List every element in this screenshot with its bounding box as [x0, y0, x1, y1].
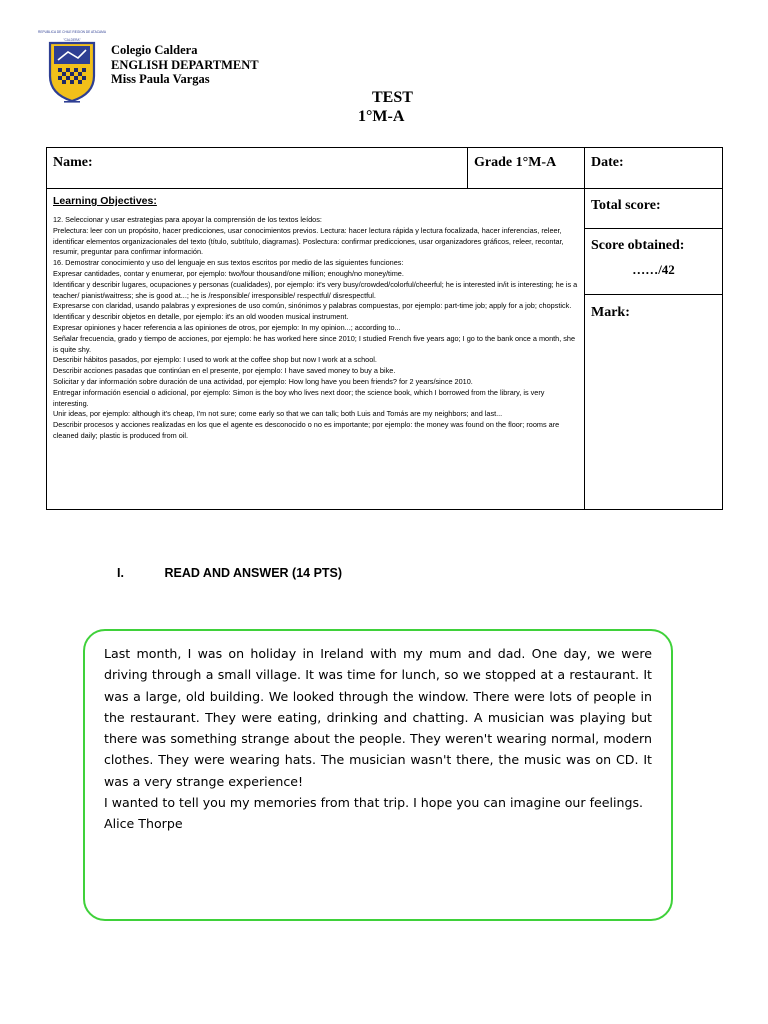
school-logo	[38, 28, 106, 104]
objective-item: Expresar opiniones y hacer referencia a las opiniones de otros, por ejemplo: In my opinion...; according to...	[53, 322, 401, 332]
test-title: TEST	[372, 89, 413, 106]
reading-signature: Alice Thorpe	[104, 816, 183, 832]
test-class: 1°M-A	[358, 108, 405, 125]
logo-school-text: "CALDERA"	[63, 38, 81, 42]
reading-paragraph: Last month, I was on holiday in Ireland with my mum and dad. One day, we were driving through a small village. It was time for lunch, so we stopped at a restaurant. It was a large, old building. We looked through the window. There were lots of people in the restaurant. They were eating, drinking and chatting. A musician was playing but there was something strange about the people. They weren't wearing normal, modern clothes. They were wearing hats. The musician wasn't there, the music was on CD. It was a very strange experience!	[104, 646, 652, 789]
objective-item: Describir acciones pasadas que continúan en el presente, por ejemplo: I have saved money to buy a bike.	[53, 366, 396, 376]
grade-label: Grade 1°M-A	[474, 155, 557, 170]
learning-objectives-title: Learning Objectives:	[53, 195, 157, 207]
objective-item: Expresarse con claridad, usando palabras y expresiones de uso común, sinónimos y palabras compuestas, por ejemplo: part-time job; apply for a job; chopstick.	[53, 301, 572, 311]
objective-item: Prelectura: leer con un propósito, hacer predicciones, usar conocimientos previos. Lectura: hacer lectura rápida y lectura focalizada, hacer inferencias, releer, identificar elementos organizacionales del texto (título, subtítulo, diagramas). Poslectura: confirmar predicciones, usar organizadores gráficos, releer, recontar, resumir, preguntar para confirmar información.	[53, 225, 564, 257]
mark-box[interactable]	[585, 295, 722, 328]
objective-item: Expresar cantidades, contar y enumerar, por ejemplo: two/four thousand/one million; enough/no money/time.	[53, 268, 404, 278]
grade-cell	[468, 148, 585, 189]
section-number: I.	[117, 566, 124, 580]
objective-item: 12. Seleccionar y usar estrategias para apoyar la comprensión de los textos leídos:	[53, 215, 322, 224]
section-title: READ AND ANSWER (14 PTS)	[164, 566, 343, 580]
name-label: Name:	[53, 155, 93, 170]
objective-item: Describir procesos y acciones realizadas en los que el agente es desconocido o no es importante; por ejemplo: the money was found on the floor; rooms are cleaned daily; plastic is produced from oil.	[53, 420, 560, 440]
objective-item: Solicitar y dar información sobre duración de una actividad, por ejemplo: How long have you been friends? for 2 years/since 2010.	[53, 376, 473, 386]
total-score-label: Total score:	[591, 198, 661, 213]
score-cell	[585, 189, 723, 510]
objective-item: Entregar información esencial o adicional, por ejemplo: Simon is the boy who lives next door; the science book, which I borrowed from the library, is very interesting.	[53, 387, 545, 408]
objective-item: Identificar y describir objetos en detalle, por ejemplo: it's an old wooden musical instrument.	[53, 312, 349, 322]
reading-passage-box	[83, 629, 673, 921]
reading-paragraph: I wanted to tell you my memories from that trip. I hope you can imagine our feelings.	[104, 795, 644, 811]
score-value: ……/42	[632, 262, 675, 277]
section-heading	[117, 566, 342, 580]
learning-objectives-cell	[47, 189, 585, 510]
total-score-box[interactable]	[585, 189, 722, 229]
name-cell[interactable]	[47, 148, 468, 189]
objectives-list	[53, 215, 580, 442]
objective-item: Unir ideas, por ejemplo: although it's cheap, I'm not sure; come early so that we can talk; both Luis and Tomás are my neighbors; and last...	[53, 409, 503, 419]
mark-label: Mark:	[591, 305, 630, 320]
objective-item: Describir hábitos pasados, por ejemplo: I used to work at the coffee shop but now I work at a school.	[53, 355, 377, 365]
date-cell[interactable]	[585, 148, 723, 189]
school-info	[111, 43, 259, 87]
score-obtained-box[interactable]	[585, 229, 722, 295]
department-name: ENGLISH DEPARTMENT	[111, 57, 259, 72]
date-label: Date:	[591, 155, 624, 170]
score-obtained-label: Score obtained:	[591, 238, 685, 253]
student-info-table	[46, 147, 723, 510]
logo-top-text: REPUBLICA DE CHILE REGION DE ATACAMA	[38, 30, 106, 34]
objective-item: 16. Demostrar conocimiento y uso del lenguaje en sus textos escritos por medio de las siguientes funciones:	[53, 258, 404, 268]
teacher-name: Miss Paula Vargas	[111, 72, 210, 86]
objective-item: Señalar frecuencia, grado y tiempo de acciones, por ejemplo: he has worked here since 2010; I studied French five years ago; I go to the bank once a month, she is quite shy.	[53, 333, 576, 354]
objective-item: Identificar y describir lugares, ocupaciones y personas (cualidades), por ejemplo: it's very busy/crowded/colorful/cheerful; he is interested in/it is interesting; he is a teacher/ pianist/waitress; she is good at...; he is /responsible/ irresponsible/ respectful/ disrespectful.	[53, 279, 578, 300]
school-name: Colegio Caldera	[111, 43, 198, 57]
